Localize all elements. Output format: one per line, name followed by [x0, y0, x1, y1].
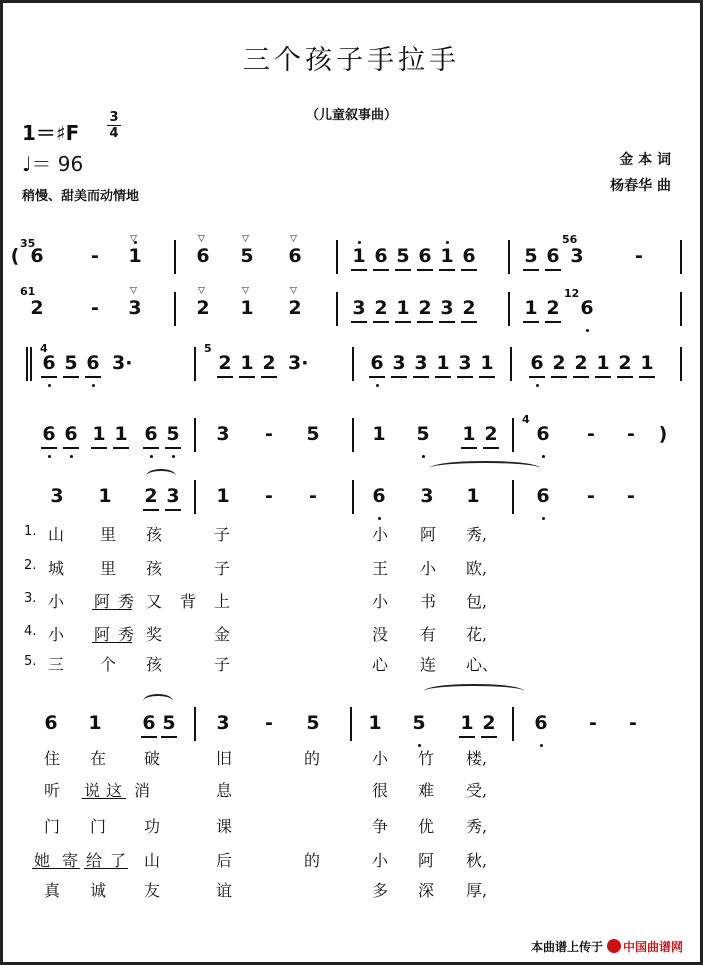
octave-dot-above: [446, 241, 449, 244]
site-logo-text: 中国曲谱网: [622, 940, 683, 954]
note: 2: [484, 423, 498, 445]
page-title: 三个孩子手拉手: [243, 45, 460, 76]
lyric-syllable: 门: [90, 817, 107, 836]
note: 6: [42, 423, 56, 445]
note: 6: [30, 245, 44, 267]
note: 3·: [112, 352, 133, 374]
lyric-syllable: 个: [100, 655, 117, 674]
lyric-syllable: 心、: [466, 655, 499, 674]
lyric-syllable: 的: [304, 749, 321, 768]
octave-dot-below: [422, 455, 425, 458]
lyric-syllable: 小: [372, 851, 389, 870]
note: 3: [392, 352, 406, 374]
lyric-syllable: 包,: [466, 592, 488, 611]
time-signature: [104, 110, 124, 141]
lyric-syllable: 有: [420, 625, 437, 644]
footer: [531, 938, 683, 955]
note: 3: [414, 352, 428, 374]
barline: [352, 347, 354, 381]
grace-mark: 4: [522, 413, 530, 426]
lyric-syllable: 书: [420, 592, 437, 611]
note: 6 ▽: [196, 234, 210, 267]
note: 3: [352, 297, 366, 319]
slur: [430, 461, 540, 475]
barline: [174, 240, 176, 274]
note: 5: [162, 712, 176, 734]
key-signature: 1＝♯F: [22, 121, 80, 145]
note: 2 ▽: [196, 286, 210, 319]
lyric-syllable: 优: [418, 817, 435, 836]
melisma-underline: [92, 609, 132, 610]
note: 5: [412, 712, 426, 734]
lyric-syllable: 里: [100, 559, 117, 578]
barline: [336, 240, 338, 274]
note: 5: [306, 712, 320, 734]
note: 5 ▽: [240, 234, 254, 267]
barline: [194, 418, 196, 452]
lyric-syllable: 金: [214, 625, 231, 644]
note: -: [309, 485, 317, 507]
note: -: [265, 712, 273, 734]
note: 2: [574, 352, 588, 374]
note: 1: [466, 485, 480, 507]
note: 6: [64, 423, 78, 445]
note: -: [91, 245, 99, 267]
lyric-syllable: 子: [214, 525, 231, 544]
barline: [26, 347, 28, 381]
lyric-syllable: 听: [44, 781, 61, 800]
note: 1: [396, 297, 410, 319]
note: 3: [420, 485, 434, 507]
note: 6: [142, 712, 156, 734]
barline: [680, 347, 682, 381]
octave-dot-below: [70, 455, 73, 458]
note: 3·: [288, 352, 309, 374]
note: 1: [460, 712, 474, 734]
note: 1: [640, 352, 654, 374]
barline: [512, 418, 514, 452]
note: 2: [30, 297, 44, 319]
barline: [194, 480, 196, 514]
verse-number: 3.: [24, 591, 37, 606]
note: 2: [482, 712, 496, 734]
note: 6: [462, 245, 476, 267]
octave-dot-below: [540, 744, 543, 747]
staff-row-3: [0, 344, 703, 384]
accent-icon: ▽: [290, 286, 297, 296]
accent-icon: ▽: [130, 234, 137, 244]
lyric-syllable: 奖: [146, 625, 163, 644]
note: 2: [546, 297, 560, 319]
lyric-syllable: 三: [48, 655, 65, 674]
lyric-syllable: 子: [214, 559, 231, 578]
note: 3: [216, 423, 230, 445]
note: 1: [372, 423, 386, 445]
note: 3: [166, 485, 180, 507]
lyric-syllable: 给: [86, 851, 103, 870]
note: 1: [88, 712, 102, 734]
barline: [680, 240, 682, 274]
note: 1: [240, 352, 254, 374]
note: 6: [418, 245, 432, 267]
staff-row-1: [0, 233, 703, 277]
accent-icon: ▽: [242, 286, 249, 296]
lyric-syllable: 真: [44, 881, 61, 900]
lyric-syllable: 很: [372, 781, 389, 800]
note: 2: [218, 352, 232, 374]
note: 6 ▽: [288, 234, 302, 267]
octave-dot-below: [150, 455, 153, 458]
grace-mark: 4: [40, 342, 48, 355]
note: 3 ▽: [128, 286, 142, 319]
melisma-underline: [92, 642, 132, 643]
note: 5: [166, 423, 180, 445]
lyric-syllable: 后: [216, 851, 233, 870]
note: 5: [396, 245, 410, 267]
lyricist: 金 本 词: [619, 152, 671, 168]
lyric-syllable: 子: [214, 655, 231, 674]
lyric-syllable: 山: [48, 525, 65, 544]
note: 6: [546, 245, 560, 267]
note: 1: [114, 423, 128, 445]
note: 1: [98, 485, 112, 507]
lyric-syllable: 小: [372, 525, 389, 544]
lyric-syllable: 破: [144, 749, 161, 768]
note: 1: [92, 423, 106, 445]
note: 6: [530, 352, 544, 374]
note: -: [629, 712, 637, 734]
meter-top: 3: [109, 110, 119, 125]
barline: [350, 707, 352, 741]
accent-icon: ▽: [290, 234, 297, 244]
staff-row-2: [0, 285, 703, 329]
lyric-syllable: 友: [144, 881, 161, 900]
note: 1 ▽: [240, 286, 254, 319]
lyric-syllable: 孩: [146, 559, 163, 578]
lyric-syllable: 王: [372, 559, 389, 578]
lyric-syllable: 城: [48, 559, 65, 578]
footer-text: 本曲谱上传于: [530, 940, 603, 954]
composer: 杨春华 曲: [610, 178, 671, 194]
barline: [512, 707, 514, 741]
lyric-syllable: 花,: [466, 625, 488, 644]
note: 6: [536, 485, 550, 507]
octave-dot-below: [48, 455, 51, 458]
note: 3: [440, 297, 454, 319]
note: 1: [352, 245, 366, 267]
accent-icon: ▽: [130, 286, 137, 296]
lyric-syllable: 孩: [146, 655, 163, 674]
barline: [174, 292, 176, 326]
lyric-syllable: 难: [418, 781, 435, 800]
note: -: [265, 423, 273, 445]
note: 6: [374, 245, 388, 267]
note: 2 ▽: [288, 286, 302, 319]
lyric-syllable: 又: [146, 592, 163, 611]
accent-icon: ▽: [242, 234, 249, 244]
note: 2: [552, 352, 566, 374]
barline: [352, 480, 354, 514]
verse-number: 4.: [24, 624, 37, 639]
octave-dot-below: [542, 517, 545, 520]
note: 2: [144, 485, 158, 507]
note: 1: [480, 352, 494, 374]
lyric-syllable: 小: [48, 592, 65, 611]
tempo-mark: ♩＝ 96: [22, 152, 84, 176]
verse-number: 5.: [24, 654, 37, 669]
note: -: [627, 423, 635, 445]
note: 5: [416, 423, 430, 445]
note: 3: [50, 485, 64, 507]
lyric-syllable: 秀,: [466, 817, 488, 836]
barline: [194, 347, 196, 381]
lyric-syllable: 她: [34, 851, 51, 870]
barline: [352, 418, 354, 452]
barline: [508, 240, 510, 274]
barline: [680, 292, 682, 326]
note: 2: [374, 297, 388, 319]
note: -: [587, 485, 595, 507]
lyric-syllable: 秀: [118, 592, 135, 611]
lyric-syllable: 阿: [94, 592, 111, 611]
note: 6: [372, 485, 386, 507]
lyric-syllable: 背: [180, 592, 197, 611]
barline: [510, 347, 512, 381]
lyric-syllable: 旧: [216, 749, 233, 768]
lyric-syllable: 秀: [118, 625, 135, 644]
note: 6: [534, 712, 548, 734]
lyric-syllable: 谊: [216, 881, 233, 900]
credits: [610, 147, 671, 199]
lyric-syllable: 息: [216, 781, 233, 800]
barline: [194, 707, 196, 741]
lyric-syllable: 的: [304, 851, 321, 870]
lyric-syllable: 阿: [420, 525, 437, 544]
lyric-syllable: 上: [214, 592, 231, 611]
grace-mark: 56: [562, 233, 578, 246]
octave-dot-below: [536, 384, 539, 387]
note: 6: [370, 352, 384, 374]
lyric-syllable: 深: [418, 881, 435, 900]
lyric-syllable: 阿: [418, 851, 435, 870]
lyric-syllable: 楼,: [466, 749, 488, 768]
note: 2: [462, 297, 476, 319]
note: 5: [306, 423, 320, 445]
note: -: [587, 423, 595, 445]
lyric-syllable: 说: [84, 781, 101, 800]
lyric-syllable: 这: [106, 781, 123, 800]
staff-row-5: [0, 477, 703, 517]
expression-mark: 稍慢、甜美而动情地: [22, 189, 140, 204]
lyric-syllable: 在: [90, 749, 107, 768]
note: 1: [596, 352, 610, 374]
note: 5: [64, 352, 78, 374]
lyric-syllable: 里: [100, 525, 117, 544]
note: 6: [44, 712, 58, 734]
lyric-syllable: 欧,: [466, 559, 488, 578]
lyric-syllable: 功: [144, 817, 161, 836]
slur: [146, 469, 176, 483]
note: 3: [216, 712, 230, 734]
lyric-syllable: 孩: [146, 525, 163, 544]
slur: [424, 684, 524, 698]
grace-mark: 61: [20, 285, 36, 298]
note: 2: [418, 297, 432, 319]
note: 6: [42, 352, 56, 374]
barline: [30, 347, 32, 381]
slur: [143, 694, 173, 708]
note: 1: [462, 423, 476, 445]
site-logo-icon: [607, 939, 621, 953]
octave-dot-below: [92, 384, 95, 387]
note: 1: [524, 297, 538, 319]
note: 1: [216, 485, 230, 507]
lyric-syllable: 小: [372, 592, 389, 611]
lyric-syllable: 寄: [62, 851, 79, 870]
melisma-underline: [32, 868, 80, 869]
lyric-syllable: 诚: [90, 881, 107, 900]
staff-row-4: [0, 415, 703, 455]
octave-dot-below: [542, 455, 545, 458]
lyric-syllable: 门: [44, 817, 61, 836]
lyric-syllable: 小: [420, 559, 437, 578]
note: 1 ▽: [128, 234, 142, 267]
lyric-syllable: 竹: [418, 749, 435, 768]
lyric-syllable: 秀,: [466, 525, 488, 544]
lyric-syllable: 小: [372, 749, 389, 768]
lyric-syllable: 厚,: [466, 881, 488, 900]
note: 5: [524, 245, 538, 267]
grace-mark: 5: [204, 342, 212, 355]
lyric-syllable: 阿: [94, 625, 111, 644]
lyric-syllable: 争: [372, 817, 389, 836]
octave-dot-below: [378, 517, 381, 520]
accent-icon: ▽: [198, 234, 205, 244]
meter-bottom: 4: [109, 126, 119, 141]
octave-dot-below: [172, 455, 175, 458]
lyric-syllable: 多: [372, 881, 389, 900]
lyric-syllable: 课: [216, 817, 233, 836]
verse-number: 1.: [24, 524, 37, 539]
lyric-syllable: 连: [420, 655, 437, 674]
lyric-syllable: 秋,: [466, 851, 488, 870]
note: 6: [536, 423, 550, 445]
lyric-syllable: 住: [44, 749, 61, 768]
subtitle: （儿童叙事曲）: [305, 108, 397, 123]
lyric-syllable: 消: [134, 781, 151, 800]
melisma-underline: [84, 868, 128, 869]
note: -: [265, 485, 273, 507]
barline: [336, 292, 338, 326]
octave-dot-below: [48, 384, 51, 387]
octave-dot-above: [358, 241, 361, 244]
note: -: [589, 712, 597, 734]
note: 6: [86, 352, 100, 374]
note: 1: [368, 712, 382, 734]
note: 1: [440, 245, 454, 267]
accent-icon: ▽: [198, 286, 205, 296]
barline: [508, 292, 510, 326]
note: 6: [144, 423, 158, 445]
note: 6: [580, 297, 594, 319]
grace-mark: 35: [20, 237, 36, 250]
lyric-syllable: 山: [144, 851, 161, 870]
lyric-syllable: 小: [48, 625, 65, 644]
lyric-syllable: 没: [372, 625, 389, 644]
note: 1: [436, 352, 450, 374]
octave-dot-below: [586, 329, 589, 332]
note: -: [627, 485, 635, 507]
grace-mark: 12: [564, 287, 580, 300]
repeat-bracket: (: [10, 245, 20, 267]
lyric-syllable: 心: [372, 655, 389, 674]
note: -: [91, 297, 99, 319]
barline: [512, 480, 514, 514]
note: 2: [618, 352, 632, 374]
staff-row-6: [0, 704, 703, 744]
note: 3: [570, 245, 584, 267]
note: ): [658, 423, 668, 445]
note: -: [635, 245, 643, 267]
melisma-underline: [82, 798, 126, 799]
verse-number: 2.: [24, 558, 37, 573]
note: 3: [458, 352, 472, 374]
lyric-syllable: 受,: [466, 781, 488, 800]
lyric-syllable: 了: [110, 851, 127, 870]
octave-dot-below: [376, 384, 379, 387]
note: 2: [262, 352, 276, 374]
